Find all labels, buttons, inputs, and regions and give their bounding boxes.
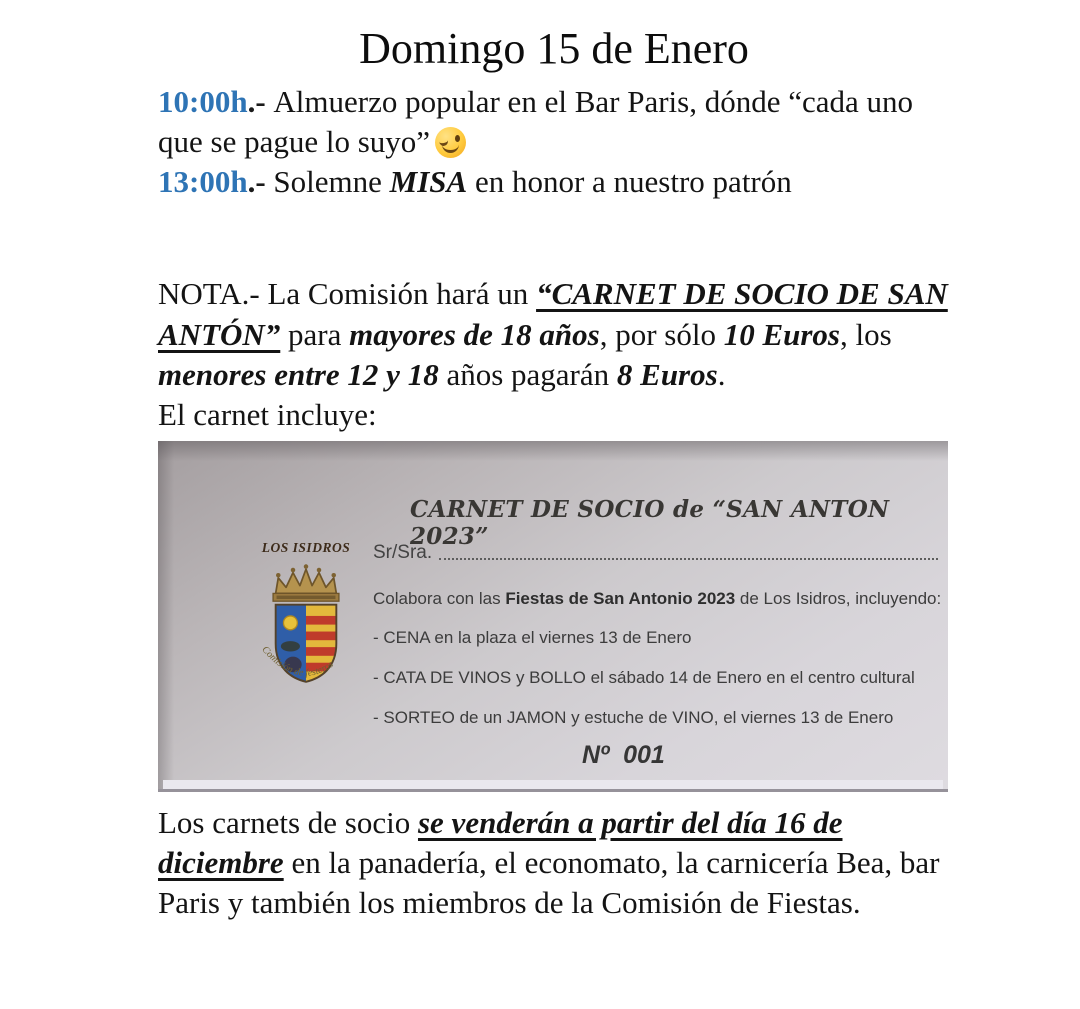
card-benefit-sorteo: - SORTEO de un JAMON y estuche de VINO, el viernes 13 de Enero [373,707,894,727]
nota-intro: NOTA.- La Comisión hará un [158,276,537,312]
name-field-row [373,542,940,564]
colabora-post: de Los Isidros, incluyendo: [735,588,942,608]
carnet-emphasis: “CARNET DE SOCIO DE SAN ANTÓN” [158,276,948,352]
colabora-pre: Colabora con las [373,588,506,608]
card-title: CARNET DE SOCIO de “SAN ANTON 2023” [410,495,890,550]
footer-paragraph [158,803,950,924]
membership-card-photo [158,441,948,792]
nota-los: , los [840,316,892,352]
footer-pre: Los carnets de socio [158,804,418,840]
crest-caption: LOS ISIDROS [261,539,351,555]
time-13-dash: .- [247,164,274,200]
footer-post: en la panadería, el economato, la carnicería Bea, bar Paris y también los miembros de la Comisión de Fiestas. [158,844,940,921]
nota-paragraph [158,274,950,395]
colabora-line [373,589,941,609]
schedule-paragraph-2 [158,162,950,202]
event-13-post: en honor a nuestro patrón [467,164,792,200]
misa-emphasis: MISA [389,164,468,200]
nota-porsolo: , por sólo [599,316,724,352]
card-benefit-cata: - CATA DE VINOS y BOLLO el sábado 14 de Enero en el centro cultural [373,667,915,687]
menores-emphasis: menores entre 12 y 18 [158,357,439,393]
sr-label: Sr/Sra. [373,541,433,563]
photo-bottom-strip [163,780,943,789]
event-10-text: Almuerzo popular en el Bar Paris, dónde “cada uno que se pague lo suyo” [158,83,913,159]
sale-date-emphasis: se venderán a partir del día 16 de diciembre [158,804,843,880]
page-title: Domingo 15 de Enero [359,24,749,73]
fiestas-emphasis: Fiestas de San Antonio 2023 [505,588,736,608]
nota-para: para [280,316,350,352]
carnet-incluye-line: El carnet incluye: [158,397,377,433]
name-dotted-line [439,544,938,560]
time-13: 13:00h [158,164,248,200]
crest-shield-icon [256,557,356,687]
time-10-dash: .- [247,83,274,119]
los-isidros-crest [254,540,358,687]
price8-emphasis: 8 Euros [616,357,718,393]
time-10: 10:00h [158,83,248,119]
price10-emphasis: 10 Euros [723,316,840,352]
mayores-emphasis: mayores de 18 años [349,316,600,352]
event-13-pre: Solemne [273,164,390,200]
nota-dot: . [717,357,726,393]
wink-emoji-icon [435,127,466,158]
nota-pagaran: años pagarán [438,357,617,393]
card-benefit-cena: - CENA en la plaza el viernes 13 de Enero [373,627,692,647]
schedule-paragraph [158,82,950,163]
flyer-content [158,0,950,924]
crest-script-text: Comisión de festeros [259,643,336,679]
card-number: Nº 001 [582,740,665,769]
